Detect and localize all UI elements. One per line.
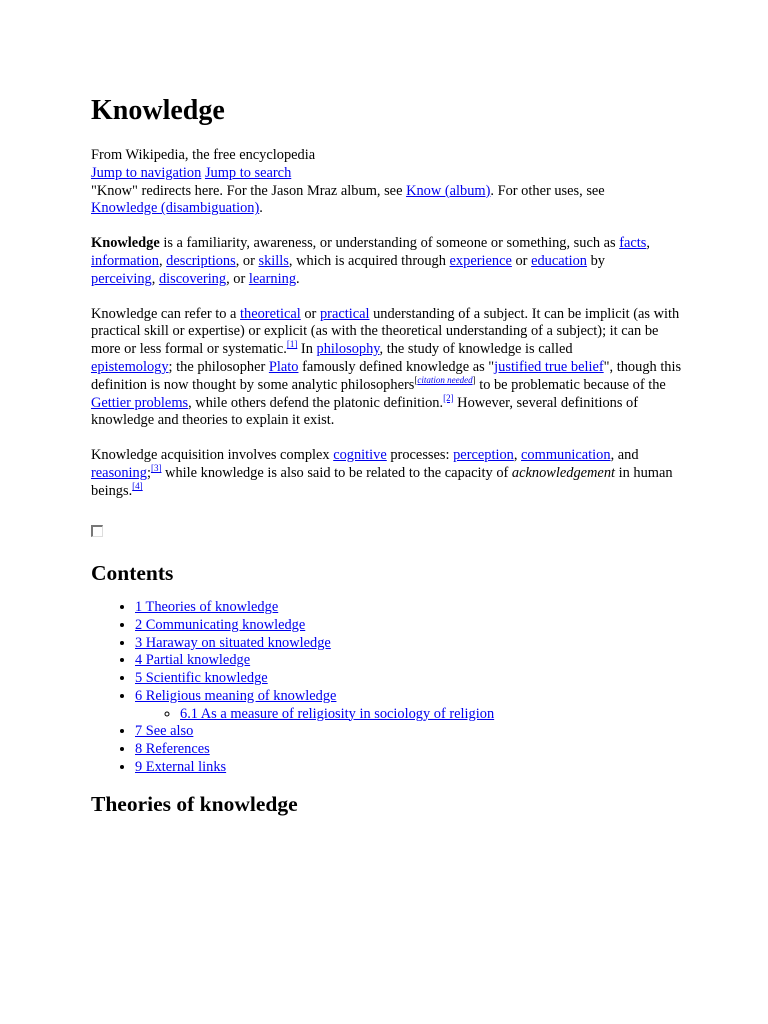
toc-item xyxy=(135,759,691,777)
toc-item xyxy=(135,617,691,635)
table-of-contents xyxy=(91,599,691,776)
image-placeholder xyxy=(91,501,691,543)
paragraph-text: or xyxy=(511,252,532,269)
link-gettier-problems[interactable]: Gettier problems xyxy=(91,394,189,411)
reference-link[interactable]: [1] xyxy=(286,339,298,350)
paragraph-text: , which is acquired through xyxy=(288,252,450,269)
citation-needed-link[interactable]: citation needed xyxy=(417,374,473,385)
toc-link-references[interactable]: 8 References xyxy=(135,740,210,757)
italic-term: acknowledgement xyxy=(511,464,616,481)
paragraph-text: in human beings. xyxy=(91,464,673,499)
reference-link[interactable]: [3] xyxy=(150,462,162,473)
paragraph-text: to be problematic because of the xyxy=(475,376,666,393)
hatnote-text: . For other uses, see xyxy=(490,182,605,199)
jump-to-navigation-link[interactable]: Jump to navigation xyxy=(91,164,202,181)
link-reasoning[interactable]: reasoning xyxy=(91,464,147,481)
toc-link-haraway[interactable]: 3 Haraway on situated knowledge xyxy=(135,634,331,651)
definition-paragraph xyxy=(91,306,691,431)
jump-to-search-link[interactable]: Jump to search xyxy=(204,164,292,181)
toc-subitem xyxy=(180,706,691,724)
paragraph-text: processes: xyxy=(386,447,454,464)
article-content xyxy=(91,92,691,818)
paragraph-text: In xyxy=(297,341,317,358)
contents-heading: Contents xyxy=(91,561,174,586)
reference-3 xyxy=(151,463,162,473)
link-learning[interactable]: learning xyxy=(248,270,297,287)
broken-image-icon[interactable] xyxy=(91,525,103,537)
link-education[interactable]: education xyxy=(531,252,588,269)
reference-4 xyxy=(132,481,143,491)
link-facts[interactable]: facts xyxy=(619,235,647,252)
toc-link-theories[interactable]: 1 Theories of knowledge xyxy=(135,599,279,616)
toc-link-see-also[interactable]: 7 See also xyxy=(135,723,194,740)
toc-item xyxy=(135,723,691,741)
page-title: Knowledge xyxy=(91,95,225,126)
paragraph-text: is a familiarity, awareness, or understanding of someone or something, such as xyxy=(159,235,620,252)
know-album-link[interactable]: Know (album) xyxy=(406,182,491,199)
paragraph-text: by xyxy=(587,252,606,269)
link-descriptions[interactable]: descriptions xyxy=(166,252,236,269)
paragraph-text: , and xyxy=(610,447,639,464)
link-perception[interactable]: perception xyxy=(453,447,514,464)
toc-link-communicating[interactable]: 2 Communicating knowledge xyxy=(135,617,306,634)
hatnote xyxy=(91,183,691,219)
link-plato[interactable]: Plato xyxy=(268,358,299,375)
paragraph-text: while knowledge is also said to be related to the capacity of xyxy=(161,464,512,481)
link-practical[interactable]: practical xyxy=(319,305,370,322)
toc-item xyxy=(135,652,691,670)
intro-paragraph xyxy=(91,235,691,288)
paragraph-text: ; the philosopher xyxy=(168,358,269,375)
reference-link[interactable]: [2] xyxy=(443,392,454,403)
link-experience[interactable]: experience xyxy=(449,252,512,269)
paragraph-text: , xyxy=(513,447,522,464)
paragraph-text: , xyxy=(158,252,167,269)
reference-2 xyxy=(443,393,454,403)
link-skills[interactable]: skills xyxy=(258,252,289,269)
link-philosophy[interactable]: philosophy xyxy=(316,341,380,358)
paragraph-text: ", though this definition is now thought by some analytic philosophers xyxy=(91,358,682,393)
paragraph-text: , xyxy=(646,235,650,252)
toc-item xyxy=(135,635,691,653)
toc-item xyxy=(135,670,691,688)
paragraph-text: Knowledge can refer to a xyxy=(91,305,241,322)
acquisition-paragraph xyxy=(91,447,691,500)
paragraph-text: , xyxy=(151,270,159,287)
link-epistemology[interactable]: epistemology xyxy=(91,358,169,375)
tagline: From Wikipedia, the free encyclopedia xyxy=(91,147,316,163)
paragraph-text: . xyxy=(296,270,300,287)
toc-link-religiosity[interactable]: 6.1 As a measure of religiosity in sociology of religion xyxy=(180,705,495,722)
link-communication[interactable]: communication xyxy=(521,447,611,464)
paragraph-text: However, several definitions of knowledge and theories to explain it exist. xyxy=(91,394,639,429)
paragraph-text: Knowledge acquisition involves complex xyxy=(91,447,334,464)
paragraph-text: , the study of knowledge is called xyxy=(379,341,573,358)
toc-item xyxy=(135,741,691,759)
reference-1 xyxy=(287,339,298,349)
bracket: [ xyxy=(414,374,418,385)
paragraph-text: , or xyxy=(226,270,249,287)
toc-item xyxy=(135,599,691,617)
bracket: ] xyxy=(472,374,476,385)
paragraph-text: famously defined knowledge as " xyxy=(298,358,495,375)
link-justified-true-belief[interactable]: justified true belief xyxy=(494,358,604,375)
link-discovering[interactable]: discovering xyxy=(158,270,227,287)
paragraph-text: understanding of a subject. It can be implicit (as with practical skill or expertise) or explicit (as with the theoretical understanding of a subject); it can be more or less formal or systematic. xyxy=(91,305,680,358)
toc-link-religious[interactable]: 6 Religious meaning of knowledge xyxy=(135,687,337,704)
toc-link-scientific[interactable]: 5 Scientific knowledge xyxy=(135,670,268,687)
toc-link-partial[interactable]: 4 Partial knowledge xyxy=(135,652,251,669)
reference-link[interactable]: [4] xyxy=(132,480,143,491)
link-perceiving[interactable]: perceiving xyxy=(91,270,152,287)
link-cognitive[interactable]: cognitive xyxy=(333,447,387,464)
paragraph-text: , or xyxy=(235,252,259,269)
paragraph-text: or xyxy=(300,305,320,322)
toc-link-external-links[interactable]: 9 External links xyxy=(135,758,227,775)
hatnote-text: . xyxy=(259,200,263,217)
paragraph-text: , while others defend the platonic definition. xyxy=(188,394,444,411)
knowledge-disambiguation-link[interactable]: Knowledge (disambiguation) xyxy=(91,200,260,217)
paragraph-text: ; xyxy=(146,464,151,481)
link-information[interactable]: information xyxy=(91,252,159,269)
citation-needed xyxy=(414,375,475,385)
link-theoretical[interactable]: theoretical xyxy=(240,305,301,322)
bold-term: Knowledge xyxy=(91,235,160,252)
jump-links xyxy=(91,165,691,183)
toc-item xyxy=(135,688,691,723)
section-heading-theories: Theories of knowledge xyxy=(91,792,298,817)
toc-sublist xyxy=(135,706,691,724)
hatnote-text: "Know" redirects here. For the Jason Mraz album, see xyxy=(91,182,407,199)
